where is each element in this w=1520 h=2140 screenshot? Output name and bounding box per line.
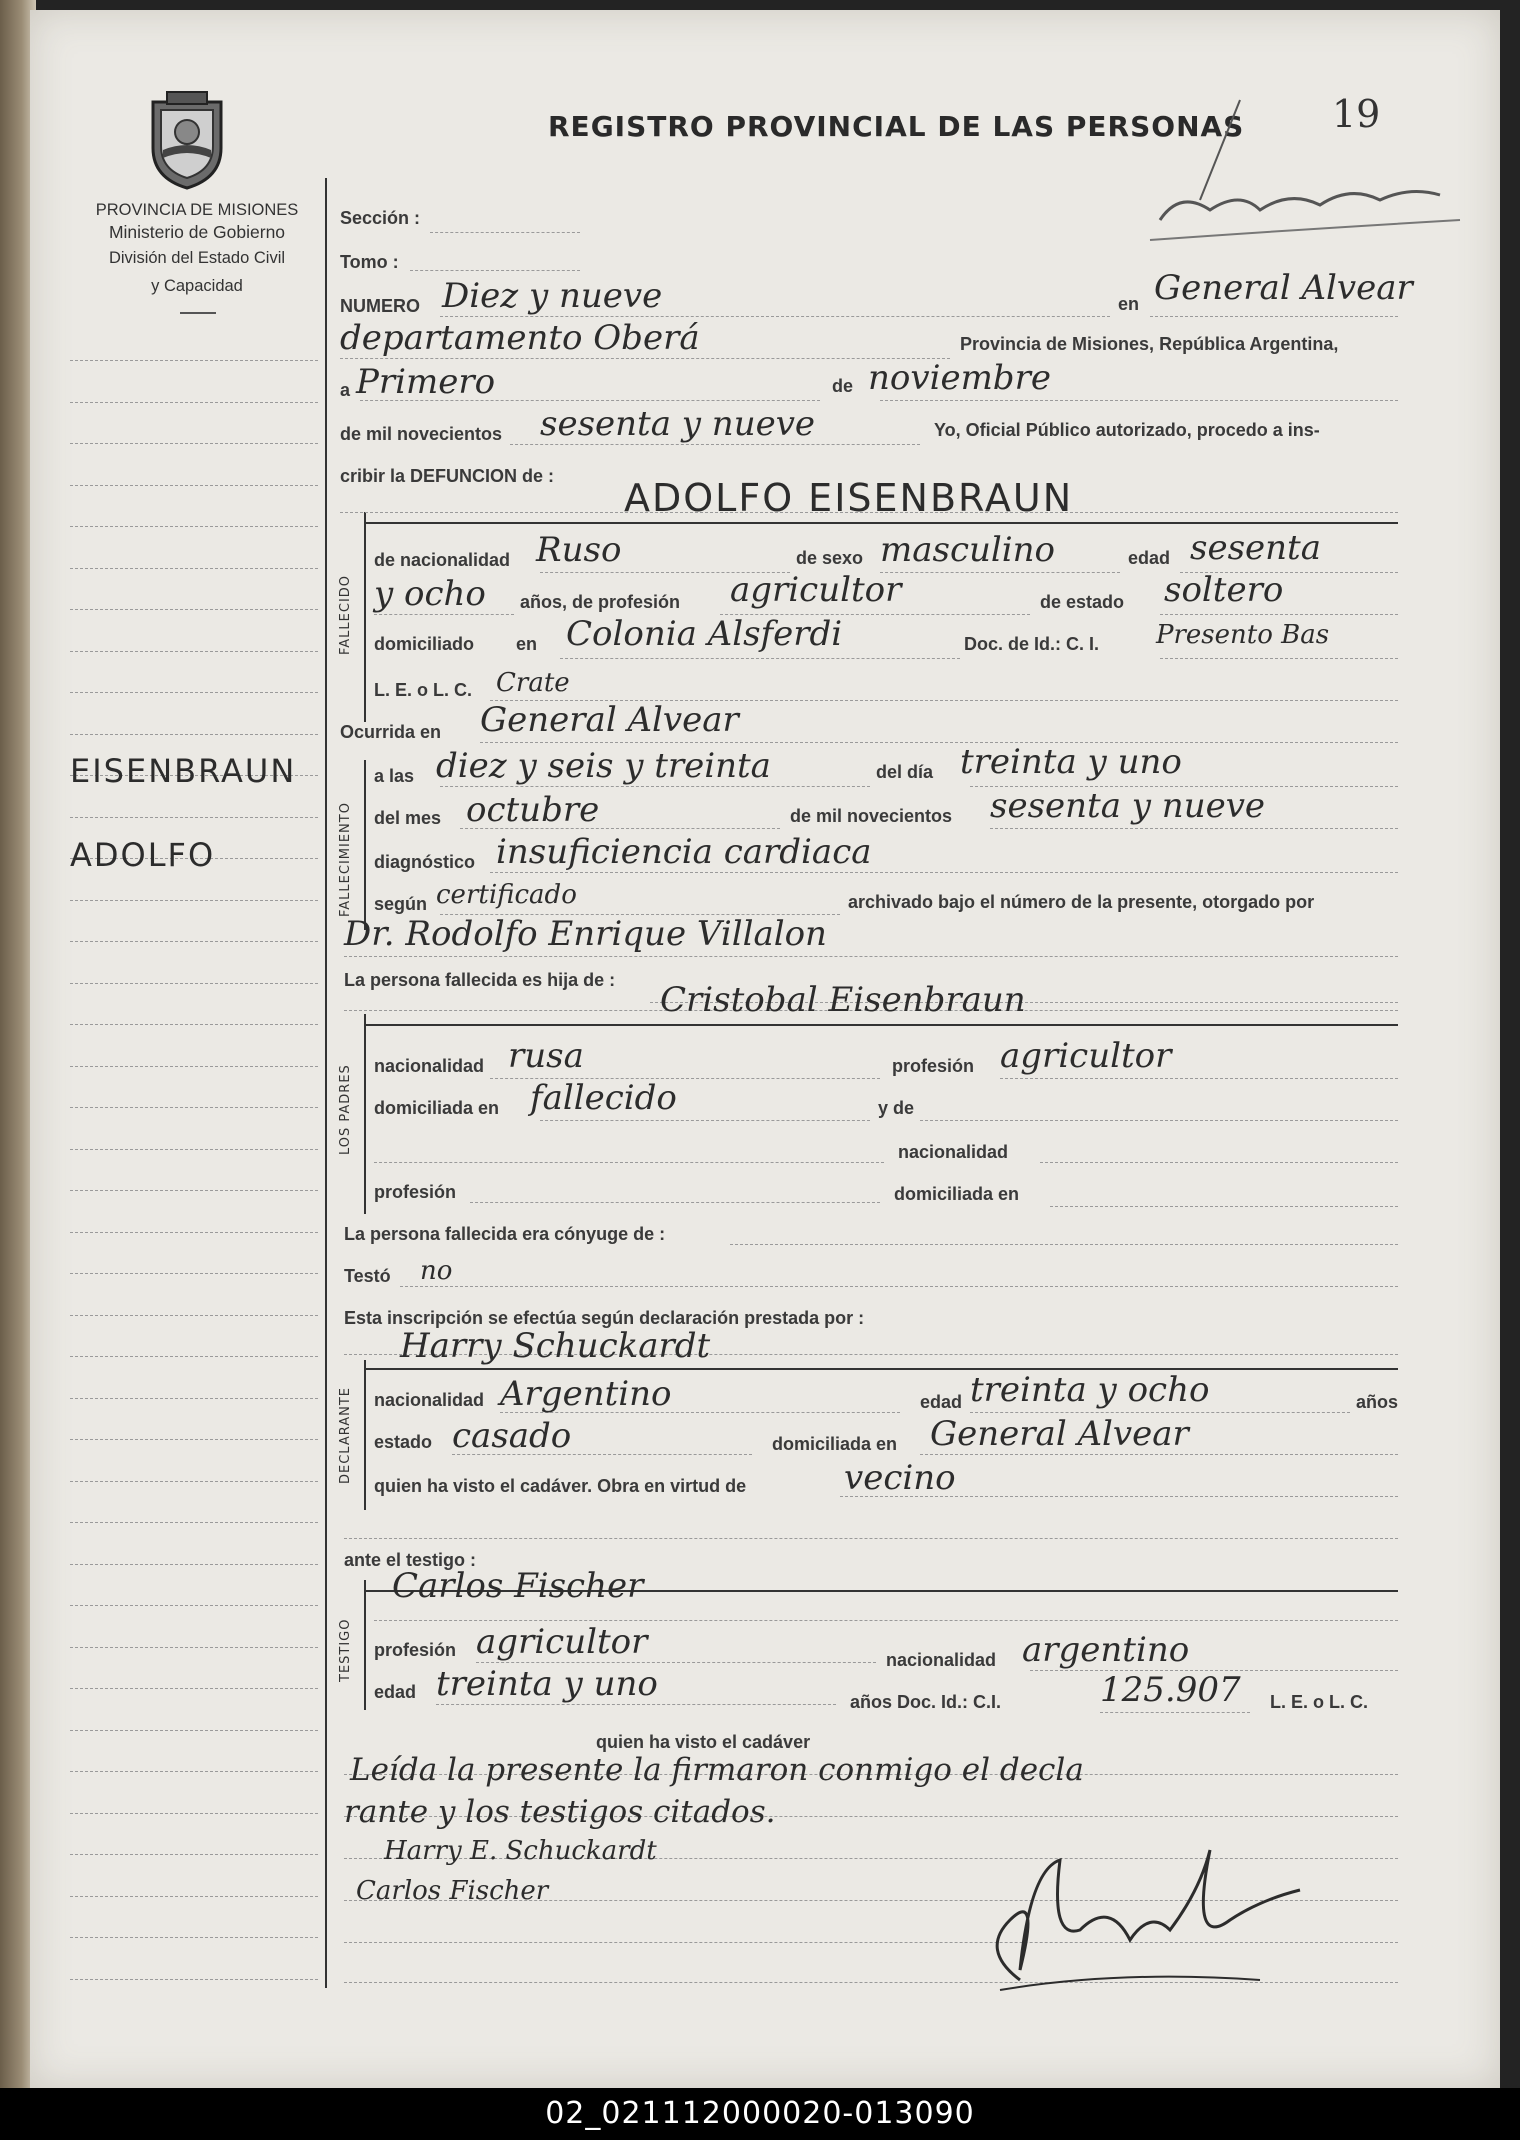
hw-edad-2: y ocho [374, 574, 486, 614]
section-padres: LOS PADRES [338, 1064, 353, 1156]
margin-line [70, 485, 318, 486]
fill-line [374, 614, 514, 615]
fill-line [410, 270, 580, 271]
hw-edad-1: sesenta [1190, 528, 1321, 568]
fill-line [990, 828, 1398, 829]
margin-line [70, 1896, 318, 1897]
hw-domicilio: Colonia Alsferdi [566, 614, 843, 654]
hw-segun: certificado [436, 880, 577, 910]
margin-line [70, 1232, 318, 1233]
label-p-profesion: profesión [892, 1056, 975, 1076]
label-p-domiciliada: domiciliada en [374, 1098, 500, 1118]
misiones-coat-of-arms-icon [143, 88, 231, 192]
margin-line [70, 609, 318, 610]
label-t-visto: quien ha visto el cadáver [596, 1732, 811, 1752]
margin-line [70, 526, 318, 527]
label-archivado: archivado bajo el número de la presente, otorgado por [848, 892, 1315, 912]
label-provincia: Provincia de Misiones, República Argentina, [960, 334, 1339, 354]
hw-t-nacionalidad: argentino [1022, 1630, 1190, 1670]
fill-line [920, 1120, 1398, 1121]
fill-line [1000, 1078, 1398, 1079]
hw-cierre-2: rante y los testigos citados. [344, 1794, 776, 1830]
hw-medico: Dr. Rodolfo Enrique Villalon [344, 914, 827, 954]
label-edad: edad [1128, 548, 1171, 568]
label-inscripcion: Esta inscripción se efectúa según declaración prestada por : [344, 1308, 865, 1328]
label-diagnostico: diagnóstico [374, 852, 476, 872]
fill-line [920, 1454, 1398, 1455]
margin-line [70, 651, 318, 652]
label-segun: según [374, 894, 428, 914]
hw-firma-declarante: Harry E. Schuckardt [384, 1836, 657, 1866]
fill-line [560, 658, 960, 659]
hw-padre: Cristobal Eisenbraun [660, 980, 1026, 1020]
hw-dia-fallecimiento: treinta y uno [960, 742, 1182, 782]
margin-line [70, 1439, 318, 1440]
margin-line [70, 1149, 318, 1150]
label-p-profesion2: profesión [374, 1182, 457, 1202]
image-caption: 02_021112000020-013090 [545, 2096, 975, 2131]
margin-line [70, 1771, 318, 1772]
label-d-domiciliada: domiciliada en [772, 1434, 898, 1454]
fill-line [880, 572, 1120, 573]
margin-line [70, 1730, 318, 1731]
label-testo: Testó [344, 1266, 391, 1286]
page-title: REGISTRO PROVINCIAL DE LAS PERSONAS [548, 110, 1245, 143]
margin-rule [325, 178, 327, 1988]
agency-ministry: Ministerio de Gobierno [108, 222, 286, 242]
fill-line [540, 1120, 870, 1121]
hw-p-domicilio: fallecido [530, 1078, 677, 1118]
fill-line [436, 1704, 836, 1705]
margin-line [70, 1522, 318, 1523]
margin-line [70, 1564, 318, 1565]
margin-surname: EISENBRAUN [70, 752, 297, 790]
section-fallecimiento: FALLECIMIENTO [338, 802, 353, 918]
label-alas: a las [374, 766, 415, 786]
margin-line [70, 1605, 318, 1606]
label-domiciliado: domiciliado [374, 634, 475, 654]
margin-line [70, 1315, 318, 1316]
fill-line [1050, 1206, 1398, 1207]
label-mil2: de mil novecientos [790, 806, 953, 826]
hw-diagnostico: insuficiencia cardiaca [496, 832, 872, 872]
divider [180, 312, 216, 314]
hw-numero: Diez y nueve [442, 276, 663, 316]
official-signature-icon [960, 1830, 1320, 2010]
hw-anio-fallecimiento: sesenta y nueve [990, 786, 1266, 826]
label-t-edad: edad [374, 1682, 417, 1702]
margin-line [70, 1356, 318, 1357]
margin-line [70, 1190, 318, 1191]
margin-line [70, 1273, 318, 1274]
fill-line [340, 358, 950, 359]
label-en: en [1118, 294, 1140, 314]
hw-doc: Presento Bas [1156, 620, 1330, 650]
fill-line [970, 1412, 1350, 1413]
label-de: de [832, 376, 854, 396]
label-nacionalidad: de nacionalidad [374, 550, 511, 570]
fill-line [344, 956, 1398, 957]
hw-departamento: departamento Oberá [340, 318, 700, 358]
fill-line [1160, 658, 1398, 659]
hw-ocurrida: General Alvear [480, 700, 739, 740]
hw-profesion: agricultor [730, 570, 902, 610]
label-estado: de estado [1040, 592, 1125, 612]
label-d-estado: estado [374, 1432, 433, 1452]
margin-line [70, 568, 318, 569]
page-number: 19 [1332, 92, 1381, 136]
hw-testo: no [420, 1256, 453, 1286]
fill-line [1040, 1162, 1398, 1163]
label-d-anos: años [1356, 1392, 1399, 1412]
fill-line [344, 1538, 1398, 1539]
margin-line [70, 941, 318, 942]
margin-line [70, 443, 318, 444]
fill-line [480, 742, 1398, 743]
fill-line [490, 872, 1398, 873]
hw-p-profesion: agricultor [1000, 1036, 1172, 1076]
hw-mes-fallecimiento: octubre [466, 790, 600, 830]
label-numero: NUMERO [340, 296, 420, 316]
hw-t-edad: treinta y uno [436, 1664, 658, 1704]
fill-line [374, 1620, 1398, 1621]
fill-line [1150, 316, 1398, 317]
hw-cierre-1: Leída la presente la firmaron conmigo el decla [350, 1752, 1084, 1788]
fill-line [470, 1202, 880, 1203]
agency-province: PROVINCIA DE MISIONES [95, 201, 299, 219]
rule [364, 1368, 1398, 1370]
hw-d-edad: treinta y ocho [970, 1370, 1210, 1410]
label-d-edad: edad [920, 1392, 963, 1412]
label-deldia: del día [876, 762, 934, 782]
hw-declarante: Harry Schuckardt [400, 1326, 711, 1366]
label-ocurrida: Ocurrida en [340, 722, 442, 742]
label-p-nacionalidad: nacionalidad [374, 1056, 485, 1076]
hw-hora: diez y seis y treinta [436, 746, 771, 786]
corner-signature-icon [1140, 90, 1470, 260]
fill-line [440, 786, 870, 787]
fill-line [476, 1662, 876, 1663]
section-fallecido: FALLECIDO [338, 574, 353, 656]
label-leolc: L. E. o L. C. [374, 680, 472, 700]
hw-d-nacionalidad: Argentino [500, 1374, 672, 1414]
label-en-dom: en [516, 634, 538, 654]
label-t-profesion: profesión [374, 1640, 457, 1660]
fill-line [510, 444, 920, 445]
margin-line [70, 983, 318, 984]
hw-firma-testigo: Carlos Fischer [356, 1876, 549, 1906]
hw-testigo: Carlos Fischer [392, 1566, 644, 1606]
hw-p-nacionalidad: rusa [508, 1036, 584, 1076]
label-doc: Doc. de Id.: C. I. [964, 634, 1100, 654]
rule [364, 1024, 1398, 1026]
margin-line [70, 1066, 318, 1067]
label-seccion: Sección : [340, 208, 421, 228]
label-t-nacionalidad: nacionalidad [886, 1650, 997, 1670]
margin-line [70, 817, 318, 818]
margin-line [70, 692, 318, 693]
hw-d-domicilio: General Alvear [930, 1414, 1189, 1454]
hw-mes: noviembre [868, 358, 1051, 398]
margin-line [70, 1854, 318, 1855]
margin-line [70, 900, 318, 901]
hw-estado: soltero [1164, 570, 1284, 610]
fill-line [440, 316, 1110, 317]
hw-sexo: masculino [880, 530, 1056, 570]
margin-line [70, 1107, 318, 1108]
label-p-domiciliada2: domiciliada en [894, 1184, 1020, 1204]
label-p-nacionalidad2: nacionalidad [898, 1142, 1009, 1162]
hw-t-ci: 125.907 [1100, 1670, 1241, 1710]
fill-line [1100, 1712, 1250, 1713]
label-mil: de mil novecientos [340, 424, 503, 444]
section-testigo: TESTIGO [338, 1618, 353, 1682]
margin-line [70, 1398, 318, 1399]
fill-line [400, 1286, 1398, 1287]
label-p-yde: y de [878, 1098, 915, 1118]
fill-line [880, 400, 1398, 401]
label-d-nacionalidad: nacionalidad [374, 1390, 485, 1410]
margin-line [70, 1937, 318, 1938]
fill-line [374, 1162, 884, 1163]
agency-capacity: y Capacidad [151, 277, 243, 295]
section-declarante: DECLARANTE [338, 1386, 353, 1484]
hw-en: General Alvear [1154, 268, 1413, 308]
label-t-anos: años Doc. Id.: C.I. [850, 1692, 1002, 1712]
margin-line [70, 1688, 318, 1689]
margin-line [70, 402, 318, 403]
margin-given-name: ADOLFO [70, 836, 216, 874]
margin-line [70, 1647, 318, 1648]
hw-nacionalidad: Ruso [536, 530, 622, 570]
margin-line [70, 1481, 318, 1482]
label-ante: ante el testigo : [344, 1550, 477, 1570]
label-delmes: del mes [374, 808, 442, 828]
margin-line [70, 734, 318, 735]
label-conyuge: La persona fallecida era cónyuge de : [344, 1224, 666, 1244]
label-sexo: de sexo [796, 548, 864, 568]
margin-line [70, 1024, 318, 1025]
hw-anio: sesenta y nueve [540, 404, 816, 444]
margin-line [70, 1979, 318, 1980]
label-d-visto: quien ha visto el cadáver. Obra en virtud de [374, 1476, 747, 1496]
label-oficial: Yo, Oficial Público autorizado, procedo a ins- [934, 420, 1320, 440]
label-inscribir: cribir la DEFUNCION de : [340, 466, 555, 486]
hw-d-estado: casado [452, 1416, 572, 1456]
margin-line [70, 1813, 318, 1814]
label-hija: La persona fallecida es hija de : [344, 970, 616, 990]
hw-nombre-fallecido: ADOLFO EISENBRAUN [624, 476, 1074, 520]
agency-division: División del Estado Civil [108, 249, 286, 267]
margin-line [70, 360, 318, 361]
fill-line [430, 232, 580, 233]
label-a: a [340, 380, 351, 400]
fill-line [730, 1244, 1398, 1245]
fill-line [1160, 614, 1398, 615]
hw-t-profesion: agricultor [476, 1622, 648, 1662]
label-anos-profesion: años, de profesión [520, 592, 681, 612]
rule [364, 522, 1398, 524]
hw-d-virtud: vecino [844, 1458, 956, 1498]
hw-dia: Primero [356, 362, 496, 402]
label-tomo: Tomo : [340, 252, 399, 272]
hw-doc-2: Crate [496, 668, 570, 698]
label-t-leolc: L. E. o L. C. [1270, 1692, 1368, 1712]
